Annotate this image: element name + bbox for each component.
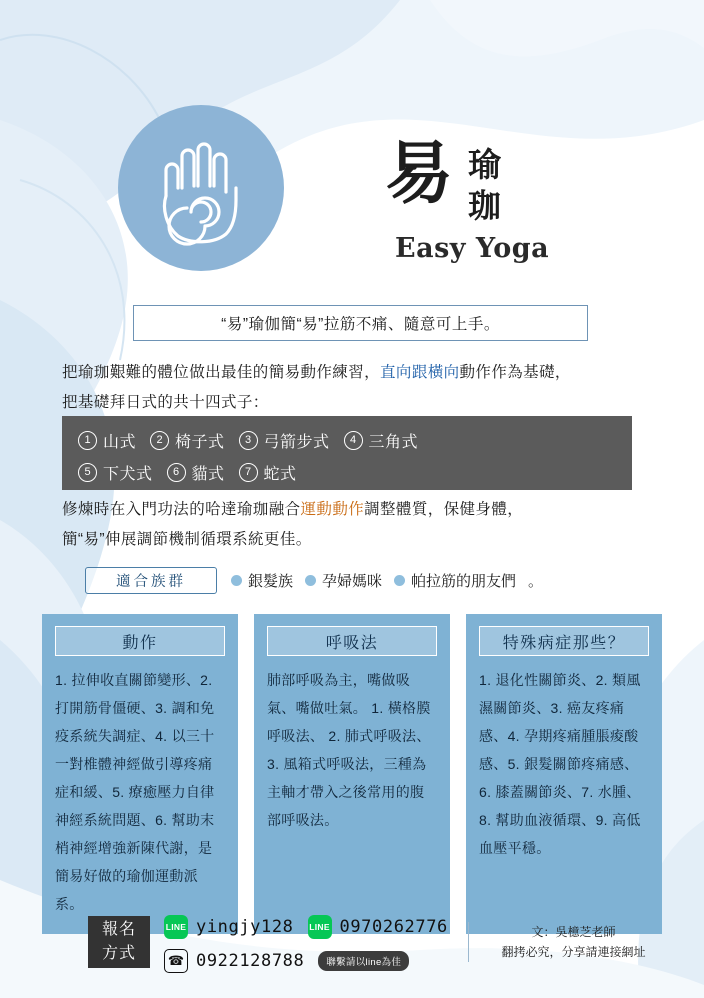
body-line1-a: 修煉時在入門功法的哈達瑜珈融合 (62, 501, 301, 518)
pose-number-1: 1 (78, 431, 97, 450)
contact-row-2 (164, 946, 494, 976)
pose-row-1 (78, 424, 616, 456)
group-item-1 (231, 570, 293, 591)
contact-value-line-phone[interactable]: 0970262776 (339, 917, 448, 937)
card-title-movements: 動作 (55, 626, 225, 656)
pose-item-7 (239, 461, 297, 484)
body-line1-b: 調整體質，保健身體， (364, 501, 524, 518)
intro-line1-b: 動作作為基礎， (459, 364, 571, 381)
contact-value-phone[interactable]: 0922128788 (196, 951, 305, 971)
line-icon[interactable]: LINE (308, 915, 332, 939)
contact-list (164, 912, 494, 980)
body-line1-highlight: 運動動作 (300, 501, 365, 518)
title-stack-top: 瑜 (468, 145, 502, 184)
credit-block (468, 922, 664, 962)
title-main: 易 (385, 134, 455, 214)
group-item-3 (394, 570, 516, 591)
poster-footer (0, 900, 704, 998)
title-english: Easy Yoga (395, 232, 550, 264)
pose-label-5: 下犬式 (103, 465, 153, 483)
pose-item-6 (167, 461, 225, 484)
pose-item-1 (78, 429, 136, 452)
pose-label-3: 弓箭步式 (263, 433, 330, 451)
card-breathing (254, 614, 450, 934)
line-icon[interactable]: LINE (164, 915, 188, 939)
body-line2: 簡“易”伸展調節機制循環系統更佳。 (62, 531, 312, 548)
logo-circle (118, 105, 284, 271)
title-block (385, 134, 655, 264)
pose-number-6: 6 (167, 463, 186, 482)
pose-list-band (62, 416, 632, 490)
pose-label-2: 椅子式 (175, 433, 225, 451)
bullet-dot-icon (231, 575, 242, 586)
pose-number-5: 5 (78, 463, 97, 482)
pose-item-5 (78, 461, 153, 484)
card-body-movements: 1. 拉伸收直關節變形、2. 打開筋骨僵硬、3. 調和免疫系統失調症、4. 以三十一對椎體神經做引導疼痛症和緩、5. 療癒壓力自律神經系統問題、6. 幫助末梢神經增強新陳代謝，是簡易好做的瑜伽運動派系。 (55, 672, 215, 912)
bullet-dot-icon (394, 575, 405, 586)
suitable-groups-row (85, 565, 645, 595)
card-title-conditions: 特殊病症那些？ (479, 626, 649, 656)
card-conditions (466, 614, 662, 934)
credit-line-1: 文：吳檍芝老師 (531, 925, 616, 939)
pose-item-2 (150, 429, 225, 452)
pose-label-6: 貓式 (191, 465, 225, 483)
pose-label-7: 蛇式 (263, 465, 297, 483)
card-title-breathing: 呼吸法 (267, 626, 437, 656)
card-body-breathing: 肺部呼吸為主，嘴做吸氣、嘴做吐氣。 1. 橫格膜呼吸法、 2. 肺式呼吸法、 3. 風箱式呼吸法，三種為主軸才帶入之後常用的腹部呼吸法。 (267, 672, 431, 828)
pose-label-1: 山式 (103, 433, 137, 451)
telephone-icon: ☎ (164, 949, 188, 973)
pose-number-4: 4 (344, 431, 363, 450)
info-cards (42, 614, 662, 934)
signup-label-line1: 報名 (101, 921, 136, 938)
group-label-1: 銀髮族 (248, 572, 294, 590)
pose-number-2: 2 (150, 431, 169, 450)
signup-label-line2: 方式 (101, 945, 136, 962)
signup-label (88, 916, 150, 968)
bullet-dot-icon (305, 575, 316, 586)
contact-value-line-id[interactable]: yingjy128 (196, 917, 294, 937)
group-item-2 (305, 570, 382, 591)
hand-spiral-icon (148, 130, 254, 246)
intro-line2: 把基礎拜日式的共十四式子： (62, 394, 269, 411)
body-paragraph (62, 495, 652, 555)
pose-number-7: 7 (239, 463, 258, 482)
credit-line-2: 翻拷必究，分享請連接網址 (501, 945, 646, 959)
intro-line1-a: 把瑜珈艱難的體位做出最佳的簡易動作練習， (62, 364, 381, 381)
contact-row-1 (164, 912, 494, 942)
pose-label-4: 三角式 (368, 433, 419, 451)
pose-item-4 (344, 429, 419, 452)
pose-item-3 (239, 429, 330, 452)
slogan-box: “易”瑜伽簡“易”拉筋不痛、隨意可上手。 (133, 305, 588, 341)
intro-paragraph (62, 358, 652, 418)
group-tail: 。 (528, 572, 544, 590)
group-label-2: 孕婦媽咪 (322, 572, 383, 590)
card-movements (42, 614, 238, 934)
group-label-3: 帕拉筋的朋友們 (411, 572, 517, 590)
intro-line1-highlight: 直向跟橫向 (380, 364, 460, 381)
title-stack (468, 144, 501, 227)
card-body-conditions: 1. 退化性關節炎、2. 類風濕關節炎、3. 癌友疼痛感、4. 孕期疼痛腫脹痠酸感、5. 銀髮關節疼痛感、6. 膝蓋關節炎、7. 水腫、8. 幫助血液循環、9. 高低血壓平穩。 (479, 672, 641, 856)
pose-number-3: 3 (239, 431, 258, 450)
suitable-groups-label: 適合族群 (85, 567, 217, 594)
pose-row-2 (78, 456, 616, 488)
poster-header (0, 0, 704, 300)
title-stack-bottom: 珈 (468, 186, 502, 226)
contact-note: 聯繫請以line為佳 (318, 951, 409, 971)
